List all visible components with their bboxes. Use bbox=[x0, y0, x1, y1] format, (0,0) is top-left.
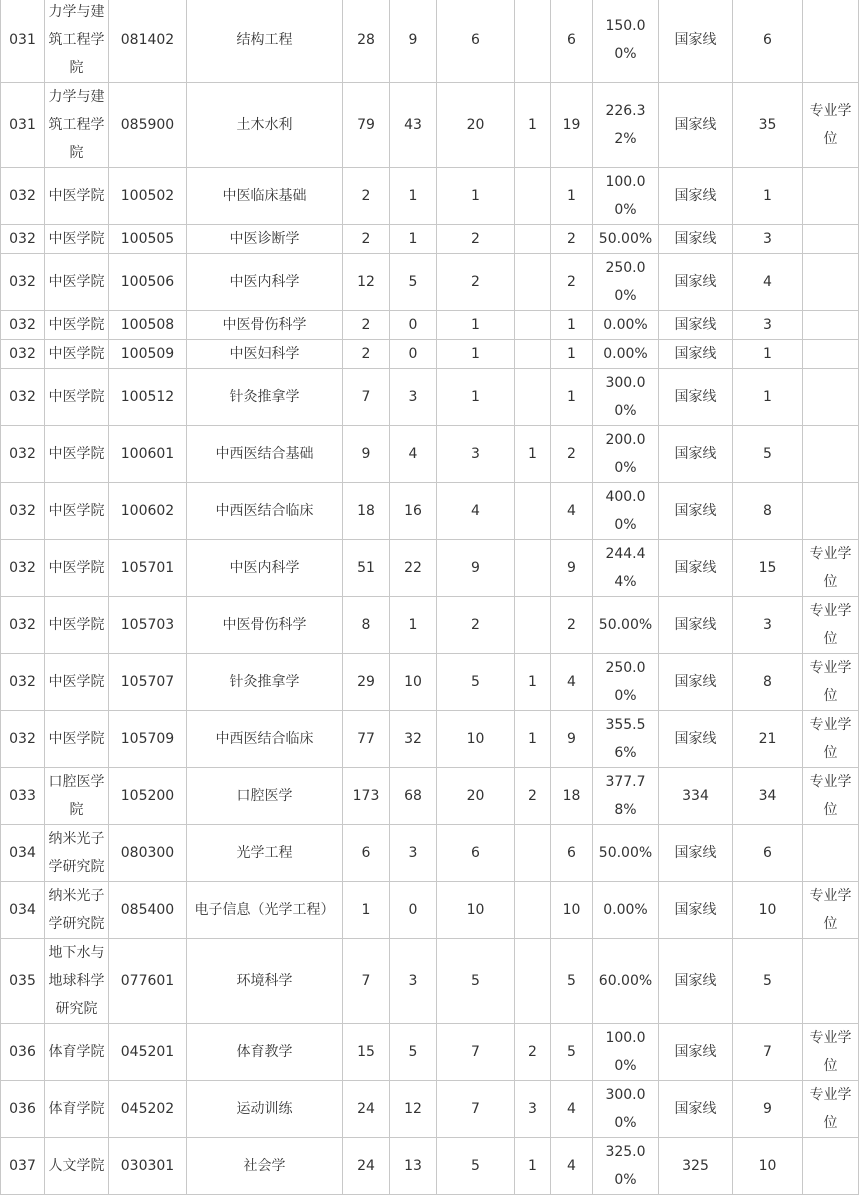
cell-ratio: 300.00% bbox=[593, 1081, 659, 1138]
cell-college-name: 中医学院 bbox=[45, 483, 109, 540]
cell-quota: 10 bbox=[733, 1138, 803, 1195]
cell-applicant-count: 15 bbox=[343, 1024, 390, 1081]
cell-major-name: 中医诊断学 bbox=[187, 225, 343, 254]
cell-degree-type bbox=[803, 426, 859, 483]
cell-quota: 9 bbox=[733, 1081, 803, 1138]
cell-college-name: 中医学院 bbox=[45, 254, 109, 311]
cell-unified-exam-count: 9 bbox=[551, 711, 593, 768]
cell-college-code: 032 bbox=[1, 369, 45, 426]
cell-major-code: 105707 bbox=[109, 654, 187, 711]
cell-applicant-count: 24 bbox=[343, 1081, 390, 1138]
cell-ratio: 100.00% bbox=[593, 168, 659, 225]
cell-exempt-count: 1 bbox=[515, 654, 551, 711]
cell-degree-type: 专业学位 bbox=[803, 882, 859, 939]
cell-ratio: 250.00% bbox=[593, 254, 659, 311]
cell-exempt-count bbox=[515, 597, 551, 654]
cell-degree-type bbox=[803, 1138, 859, 1195]
cell-ratio: 150.00% bbox=[593, 0, 659, 83]
cell-degree-type bbox=[803, 825, 859, 882]
cell-quota: 3 bbox=[733, 225, 803, 254]
cell-degree-type: 专业学位 bbox=[803, 1081, 859, 1138]
cell-score-line: 国家线 bbox=[659, 1081, 733, 1138]
cell-major-code: 045202 bbox=[109, 1081, 187, 1138]
cell-degree-type bbox=[803, 0, 859, 83]
cell-applicant-count: 29 bbox=[343, 654, 390, 711]
cell-unified-exam-count: 1 bbox=[551, 168, 593, 225]
cell-quota: 8 bbox=[733, 483, 803, 540]
cell-plan-count: 5 bbox=[437, 1138, 515, 1195]
cell-college-name: 中医学院 bbox=[45, 168, 109, 225]
cell-exempt-count bbox=[515, 369, 551, 426]
table-row bbox=[1, 597, 859, 654]
table-row bbox=[1, 254, 859, 311]
cell-degree-type bbox=[803, 369, 859, 426]
cell-ratio: 50.00% bbox=[593, 597, 659, 654]
cell-ratio: 0.00% bbox=[593, 340, 659, 369]
cell-exempt-count bbox=[515, 882, 551, 939]
cell-ratio: 300.00% bbox=[593, 369, 659, 426]
cell-score-line: 国家线 bbox=[659, 0, 733, 83]
cell-major-name: 体育教学 bbox=[187, 1024, 343, 1081]
cell-college-code: 033 bbox=[1, 768, 45, 825]
cell-plan-count: 10 bbox=[437, 882, 515, 939]
cell-degree-type bbox=[803, 340, 859, 369]
cell-plan-count: 7 bbox=[437, 1081, 515, 1138]
cell-ratio: 400.00% bbox=[593, 483, 659, 540]
cell-applicant-count: 2 bbox=[343, 340, 390, 369]
cell-first-choice-count: 0 bbox=[390, 311, 437, 340]
cell-degree-type bbox=[803, 254, 859, 311]
cell-applicant-count: 1 bbox=[343, 882, 390, 939]
cell-major-code: 100602 bbox=[109, 483, 187, 540]
cell-exempt-count bbox=[515, 540, 551, 597]
cell-plan-count: 2 bbox=[437, 597, 515, 654]
cell-first-choice-count: 10 bbox=[390, 654, 437, 711]
cell-major-name: 中医内科学 bbox=[187, 540, 343, 597]
cell-plan-count: 6 bbox=[437, 825, 515, 882]
cell-ratio: 226.32% bbox=[593, 83, 659, 168]
cell-exempt-count bbox=[515, 483, 551, 540]
cell-applicant-count: 7 bbox=[343, 369, 390, 426]
cell-college-code: 036 bbox=[1, 1024, 45, 1081]
cell-plan-count: 20 bbox=[437, 83, 515, 168]
cell-plan-count: 5 bbox=[437, 939, 515, 1024]
cell-applicant-count: 12 bbox=[343, 254, 390, 311]
cell-plan-count: 10 bbox=[437, 711, 515, 768]
cell-college-code: 032 bbox=[1, 225, 45, 254]
cell-unified-exam-count: 9 bbox=[551, 540, 593, 597]
table-row bbox=[1, 654, 859, 711]
cell-college-code: 032 bbox=[1, 654, 45, 711]
cell-major-name: 光学工程 bbox=[187, 825, 343, 882]
cell-exempt-count: 1 bbox=[515, 711, 551, 768]
cell-applicant-count: 7 bbox=[343, 939, 390, 1024]
cell-unified-exam-count: 10 bbox=[551, 882, 593, 939]
cell-major-code: 100505 bbox=[109, 225, 187, 254]
table-row bbox=[1, 426, 859, 483]
cell-college-name: 中医学院 bbox=[45, 711, 109, 768]
cell-applicant-count: 28 bbox=[343, 0, 390, 83]
table-row bbox=[1, 939, 859, 1024]
cell-college-code: 032 bbox=[1, 483, 45, 540]
cell-unified-exam-count: 5 bbox=[551, 939, 593, 1024]
cell-college-name: 中医学院 bbox=[45, 311, 109, 340]
cell-quota: 3 bbox=[733, 311, 803, 340]
cell-college-name: 中医学院 bbox=[45, 225, 109, 254]
cell-college-code: 035 bbox=[1, 939, 45, 1024]
cell-unified-exam-count: 1 bbox=[551, 369, 593, 426]
cell-degree-type bbox=[803, 225, 859, 254]
cell-plan-count: 1 bbox=[437, 369, 515, 426]
cell-applicant-count: 24 bbox=[343, 1138, 390, 1195]
cell-score-line: 国家线 bbox=[659, 83, 733, 168]
cell-college-code: 034 bbox=[1, 825, 45, 882]
cell-major-code: 100512 bbox=[109, 369, 187, 426]
cell-first-choice-count: 68 bbox=[390, 768, 437, 825]
cell-unified-exam-count: 19 bbox=[551, 83, 593, 168]
cell-unified-exam-count: 2 bbox=[551, 426, 593, 483]
cell-college-code: 032 bbox=[1, 340, 45, 369]
cell-ratio: 355.56% bbox=[593, 711, 659, 768]
cell-quota: 21 bbox=[733, 711, 803, 768]
cell-plan-count: 7 bbox=[437, 1024, 515, 1081]
cell-score-line: 国家线 bbox=[659, 426, 733, 483]
table-row bbox=[1, 369, 859, 426]
cell-college-code: 036 bbox=[1, 1081, 45, 1138]
cell-applicant-count: 2 bbox=[343, 311, 390, 340]
cell-exempt-count bbox=[515, 939, 551, 1024]
cell-unified-exam-count: 1 bbox=[551, 311, 593, 340]
cell-score-line: 国家线 bbox=[659, 168, 733, 225]
cell-major-code: 085400 bbox=[109, 882, 187, 939]
cell-plan-count: 6 bbox=[437, 0, 515, 83]
cell-major-name: 中医临床基础 bbox=[187, 168, 343, 225]
cell-major-code: 030301 bbox=[109, 1138, 187, 1195]
table-row bbox=[1, 0, 859, 83]
cell-unified-exam-count: 4 bbox=[551, 1081, 593, 1138]
cell-ratio: 250.00% bbox=[593, 654, 659, 711]
table-row bbox=[1, 540, 859, 597]
cell-degree-type: 专业学位 bbox=[803, 597, 859, 654]
cell-exempt-count: 2 bbox=[515, 1024, 551, 1081]
cell-major-name: 运动训练 bbox=[187, 1081, 343, 1138]
cell-major-name: 社会学 bbox=[187, 1138, 343, 1195]
cell-exempt-count bbox=[515, 340, 551, 369]
cell-college-code: 032 bbox=[1, 597, 45, 654]
cell-major-name: 中医内科学 bbox=[187, 254, 343, 311]
cell-applicant-count: 9 bbox=[343, 426, 390, 483]
cell-first-choice-count: 3 bbox=[390, 825, 437, 882]
cell-college-code: 031 bbox=[1, 0, 45, 83]
cell-ratio: 0.00% bbox=[593, 882, 659, 939]
cell-applicant-count: 173 bbox=[343, 768, 390, 825]
cell-plan-count: 3 bbox=[437, 426, 515, 483]
cell-quota: 1 bbox=[733, 168, 803, 225]
cell-college-name: 力学与建筑工程学院 bbox=[45, 0, 109, 83]
cell-ratio: 100.00% bbox=[593, 1024, 659, 1081]
cell-quota: 5 bbox=[733, 426, 803, 483]
cell-major-code: 077601 bbox=[109, 939, 187, 1024]
cell-quota: 7 bbox=[733, 1024, 803, 1081]
cell-plan-count: 20 bbox=[437, 768, 515, 825]
cell-score-line: 国家线 bbox=[659, 939, 733, 1024]
cell-college-name: 纳米光子学研究院 bbox=[45, 882, 109, 939]
cell-major-name: 中医骨伤科学 bbox=[187, 597, 343, 654]
table-row bbox=[1, 1081, 859, 1138]
cell-quota: 34 bbox=[733, 768, 803, 825]
cell-quota: 35 bbox=[733, 83, 803, 168]
cell-score-line: 国家线 bbox=[659, 311, 733, 340]
cell-quota: 8 bbox=[733, 654, 803, 711]
cell-unified-exam-count: 4 bbox=[551, 483, 593, 540]
cell-quota: 15 bbox=[733, 540, 803, 597]
cell-score-line: 国家线 bbox=[659, 369, 733, 426]
cell-college-name: 体育学院 bbox=[45, 1081, 109, 1138]
cell-major-code: 085900 bbox=[109, 83, 187, 168]
cell-first-choice-count: 3 bbox=[390, 369, 437, 426]
cell-first-choice-count: 5 bbox=[390, 254, 437, 311]
cell-degree-type bbox=[803, 311, 859, 340]
cell-college-code: 034 bbox=[1, 882, 45, 939]
cell-first-choice-count: 1 bbox=[390, 597, 437, 654]
cell-ratio: 50.00% bbox=[593, 225, 659, 254]
cell-major-name: 中西医结合临床 bbox=[187, 711, 343, 768]
cell-college-name: 中医学院 bbox=[45, 597, 109, 654]
cell-quota: 3 bbox=[733, 597, 803, 654]
cell-quota: 10 bbox=[733, 882, 803, 939]
cell-unified-exam-count: 4 bbox=[551, 1138, 593, 1195]
cell-ratio: 377.78% bbox=[593, 768, 659, 825]
cell-score-line: 国家线 bbox=[659, 254, 733, 311]
cell-quota: 1 bbox=[733, 340, 803, 369]
table-row bbox=[1, 1138, 859, 1195]
cell-major-code: 045201 bbox=[109, 1024, 187, 1081]
cell-college-name: 中医学院 bbox=[45, 426, 109, 483]
cell-score-line: 国家线 bbox=[659, 654, 733, 711]
cell-plan-count: 5 bbox=[437, 654, 515, 711]
cell-first-choice-count: 5 bbox=[390, 1024, 437, 1081]
cell-major-name: 针灸推拿学 bbox=[187, 369, 343, 426]
cell-college-code: 031 bbox=[1, 83, 45, 168]
table-row bbox=[1, 168, 859, 225]
cell-first-choice-count: 16 bbox=[390, 483, 437, 540]
table-row bbox=[1, 83, 859, 168]
cell-plan-count: 4 bbox=[437, 483, 515, 540]
cell-exempt-count bbox=[515, 254, 551, 311]
cell-unified-exam-count: 2 bbox=[551, 225, 593, 254]
table-row bbox=[1, 483, 859, 540]
table-row bbox=[1, 340, 859, 369]
cell-plan-count: 9 bbox=[437, 540, 515, 597]
cell-college-name: 纳米光子学研究院 bbox=[45, 825, 109, 882]
cell-applicant-count: 2 bbox=[343, 225, 390, 254]
cell-degree-type: 专业学位 bbox=[803, 768, 859, 825]
cell-first-choice-count: 22 bbox=[390, 540, 437, 597]
cell-applicant-count: 8 bbox=[343, 597, 390, 654]
cell-first-choice-count: 0 bbox=[390, 340, 437, 369]
cell-exempt-count bbox=[515, 311, 551, 340]
cell-major-code: 100502 bbox=[109, 168, 187, 225]
cell-score-line: 国家线 bbox=[659, 597, 733, 654]
table-body bbox=[1, 0, 859, 1195]
table-row bbox=[1, 225, 859, 254]
cell-college-name: 中医学院 bbox=[45, 654, 109, 711]
cell-plan-count: 1 bbox=[437, 340, 515, 369]
cell-major-code: 105703 bbox=[109, 597, 187, 654]
cell-unified-exam-count: 18 bbox=[551, 768, 593, 825]
cell-score-line: 国家线 bbox=[659, 825, 733, 882]
cell-first-choice-count: 4 bbox=[390, 426, 437, 483]
cell-score-line: 国家线 bbox=[659, 540, 733, 597]
cell-major-name: 结构工程 bbox=[187, 0, 343, 83]
cell-college-name: 中医学院 bbox=[45, 340, 109, 369]
cell-ratio: 60.00% bbox=[593, 939, 659, 1024]
cell-first-choice-count: 0 bbox=[390, 882, 437, 939]
cell-ratio: 50.00% bbox=[593, 825, 659, 882]
cell-applicant-count: 6 bbox=[343, 825, 390, 882]
cell-ratio: 0.00% bbox=[593, 311, 659, 340]
cell-major-code: 100601 bbox=[109, 426, 187, 483]
cell-major-code: 080300 bbox=[109, 825, 187, 882]
cell-first-choice-count: 43 bbox=[390, 83, 437, 168]
cell-applicant-count: 51 bbox=[343, 540, 390, 597]
cell-unified-exam-count: 2 bbox=[551, 597, 593, 654]
cell-major-name: 中医妇科学 bbox=[187, 340, 343, 369]
cell-degree-type bbox=[803, 483, 859, 540]
cell-applicant-count: 79 bbox=[343, 83, 390, 168]
cell-college-code: 032 bbox=[1, 254, 45, 311]
cell-plan-count: 2 bbox=[437, 225, 515, 254]
cell-unified-exam-count: 4 bbox=[551, 654, 593, 711]
cell-exempt-count bbox=[515, 168, 551, 225]
cell-first-choice-count: 3 bbox=[390, 939, 437, 1024]
cell-unified-exam-count: 2 bbox=[551, 254, 593, 311]
cell-major-name: 土木水利 bbox=[187, 83, 343, 168]
cell-score-line: 国家线 bbox=[659, 340, 733, 369]
cell-first-choice-count: 1 bbox=[390, 225, 437, 254]
cell-first-choice-count: 9 bbox=[390, 0, 437, 83]
cell-college-name: 体育学院 bbox=[45, 1024, 109, 1081]
cell-degree-type: 专业学位 bbox=[803, 711, 859, 768]
cell-major-code: 105709 bbox=[109, 711, 187, 768]
cell-score-line: 国家线 bbox=[659, 225, 733, 254]
cell-quota: 5 bbox=[733, 939, 803, 1024]
cell-major-name: 中西医结合临床 bbox=[187, 483, 343, 540]
cell-first-choice-count: 13 bbox=[390, 1138, 437, 1195]
cell-degree-type: 专业学位 bbox=[803, 1024, 859, 1081]
cell-major-code: 100508 bbox=[109, 311, 187, 340]
cell-applicant-count: 77 bbox=[343, 711, 390, 768]
cell-exempt-count: 1 bbox=[515, 83, 551, 168]
cell-major-code: 100506 bbox=[109, 254, 187, 311]
cell-major-name: 口腔医学 bbox=[187, 768, 343, 825]
cell-applicant-count: 18 bbox=[343, 483, 390, 540]
cell-first-choice-count: 12 bbox=[390, 1081, 437, 1138]
table-row bbox=[1, 768, 859, 825]
cell-ratio: 325.00% bbox=[593, 1138, 659, 1195]
cell-college-name: 人文学院 bbox=[45, 1138, 109, 1195]
cell-exempt-count: 1 bbox=[515, 426, 551, 483]
cell-score-line: 国家线 bbox=[659, 483, 733, 540]
cell-major-code: 105701 bbox=[109, 540, 187, 597]
cell-ratio: 200.00% bbox=[593, 426, 659, 483]
cell-plan-count: 1 bbox=[437, 168, 515, 225]
cell-exempt-count bbox=[515, 0, 551, 83]
cell-college-code: 032 bbox=[1, 540, 45, 597]
cell-score-line: 国家线 bbox=[659, 711, 733, 768]
cell-major-name: 中西医结合基础 bbox=[187, 426, 343, 483]
cell-degree-type: 专业学位 bbox=[803, 83, 859, 168]
cell-college-name: 地下水与地球科学研究院 bbox=[45, 939, 109, 1024]
cell-major-code: 105200 bbox=[109, 768, 187, 825]
cell-unified-exam-count: 5 bbox=[551, 1024, 593, 1081]
cell-first-choice-count: 32 bbox=[390, 711, 437, 768]
table-row bbox=[1, 311, 859, 340]
cell-degree-type bbox=[803, 168, 859, 225]
cell-degree-type: 专业学位 bbox=[803, 654, 859, 711]
cell-quota: 6 bbox=[733, 0, 803, 83]
cell-score-line: 国家线 bbox=[659, 1024, 733, 1081]
cell-applicant-count: 2 bbox=[343, 168, 390, 225]
cell-exempt-count bbox=[515, 225, 551, 254]
cell-major-name: 环境科学 bbox=[187, 939, 343, 1024]
cell-unified-exam-count: 1 bbox=[551, 340, 593, 369]
cell-degree-type bbox=[803, 939, 859, 1024]
cell-quota: 4 bbox=[733, 254, 803, 311]
cell-score-line: 325 bbox=[659, 1138, 733, 1195]
cell-college-code: 032 bbox=[1, 426, 45, 483]
cell-first-choice-count: 1 bbox=[390, 168, 437, 225]
cell-college-code: 032 bbox=[1, 168, 45, 225]
cell-score-line: 334 bbox=[659, 768, 733, 825]
table-row bbox=[1, 711, 859, 768]
cell-plan-count: 2 bbox=[437, 254, 515, 311]
cell-score-line: 国家线 bbox=[659, 882, 733, 939]
cell-major-name: 电子信息（光学工程） bbox=[187, 882, 343, 939]
cell-unified-exam-count: 6 bbox=[551, 825, 593, 882]
cell-college-code: 037 bbox=[1, 1138, 45, 1195]
cell-college-name: 力学与建筑工程学院 bbox=[45, 83, 109, 168]
cell-ratio: 244.44% bbox=[593, 540, 659, 597]
cell-exempt-count: 1 bbox=[515, 1138, 551, 1195]
cell-college-name: 口腔医学院 bbox=[45, 768, 109, 825]
cell-unified-exam-count: 6 bbox=[551, 0, 593, 83]
table-row bbox=[1, 1024, 859, 1081]
cell-college-name: 中医学院 bbox=[45, 540, 109, 597]
cell-major-code: 100509 bbox=[109, 340, 187, 369]
cell-major-name: 中医骨伤科学 bbox=[187, 311, 343, 340]
cell-college-name: 中医学院 bbox=[45, 369, 109, 426]
cell-major-code: 081402 bbox=[109, 0, 187, 83]
table-row bbox=[1, 825, 859, 882]
cell-college-code: 032 bbox=[1, 311, 45, 340]
cell-quota: 1 bbox=[733, 369, 803, 426]
cell-college-code: 032 bbox=[1, 711, 45, 768]
table-row bbox=[1, 882, 859, 939]
cell-exempt-count: 2 bbox=[515, 768, 551, 825]
cell-exempt-count bbox=[515, 825, 551, 882]
cell-exempt-count: 3 bbox=[515, 1081, 551, 1138]
cell-degree-type: 专业学位 bbox=[803, 540, 859, 597]
cell-major-name: 针灸推拿学 bbox=[187, 654, 343, 711]
cell-plan-count: 1 bbox=[437, 311, 515, 340]
cell-quota: 6 bbox=[733, 825, 803, 882]
